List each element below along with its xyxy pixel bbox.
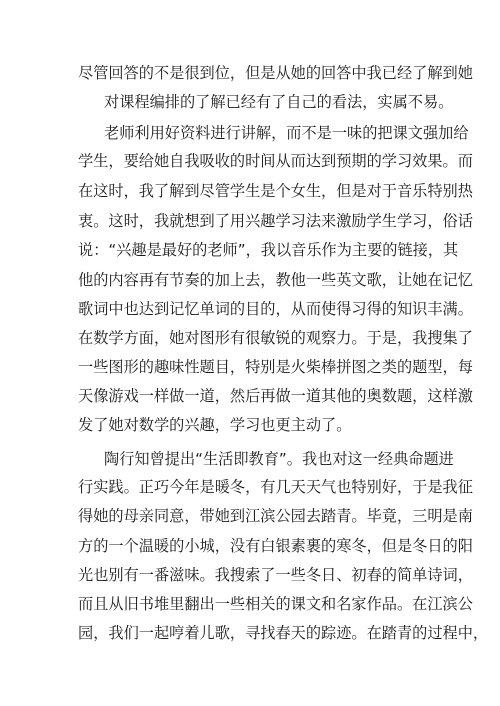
text-line: 而且从旧书堆里翻出一些相关的课文和名家作品。在江滨公 — [78, 595, 473, 613]
text-line: 对课程编排的了解已经有了自己的看法，实属不易。 — [104, 93, 454, 111]
text-line: 尽管回答的不是很到位，但是从她的回答中我已经了解到她 — [78, 64, 473, 82]
text-line: 在这时，我了解到尽管学生是个女生，但是对于音乐特别热 — [78, 182, 473, 200]
text-line: 得她的母亲同意，带她到江滨公园去踏青。毕竟，三明是南 — [78, 507, 473, 525]
text-line: 天像游戏一样做一道，然后再做一道其他的奥数题，这样激 — [78, 387, 473, 405]
text-line: 他的内容再有节奏的加上去，教他一些英文歌，让她在记忆 — [78, 271, 473, 289]
text-line: 衷。这时，我就想到了用兴趣学习法来激励学生学习，俗话 — [78, 212, 473, 230]
text-line: 一些图形的趣味性题目，特别是火柴棒拼图之类的题型，每 — [78, 358, 473, 376]
text-line: 学生，要给她自我吸收的时间从而达到预期的学习效果。而 — [78, 152, 473, 170]
text-line: 方的一个温暖的小城，没有白银素裹的寒冬，但是冬日的阳 — [78, 537, 473, 555]
text-line: 园，我们一起哼着儿歌，寻找春天的踪迹。在踏青的过程中， — [78, 624, 489, 642]
text-line: 发了她对数学的兴趣，学习也更主动了。 — [78, 416, 352, 434]
text-line: 陶行知曾提出“生活即教育”。我也对这一经典命题进 — [104, 450, 454, 468]
text-line: 老师利用好资料进行讲解，而不是一味的把课文强加给 — [104, 124, 469, 142]
text-line: 行实践。正巧今年是暖冬，有几天天气也特别好，于是我征 — [78, 478, 473, 496]
text-line: 光也别有一番滋味。我搜索了一些冬日、初春的简单诗词， — [78, 566, 473, 584]
text-line: 说：“兴趣是最好的老师”，我以音乐作为主要的链接，其 — [78, 241, 459, 259]
text-line: 在数学方面，她对图形有很敏锐的观察力。于是，我搜集了 — [78, 329, 473, 347]
text-line: 歌词中也达到记忆单词的目的，从而使得习得的知识丰满。 — [78, 300, 473, 318]
